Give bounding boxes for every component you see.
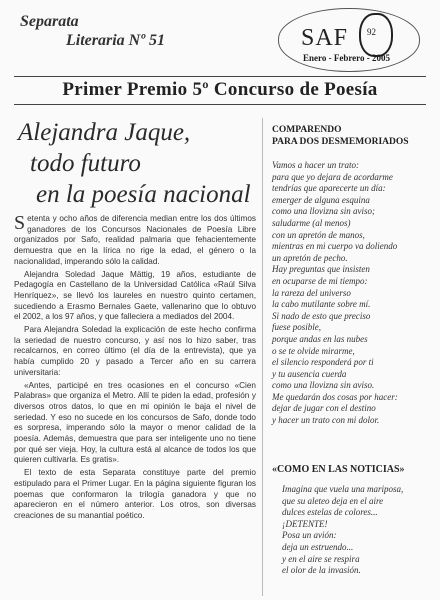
logo-o-ring	[359, 13, 393, 57]
bottom-rule	[14, 104, 426, 105]
logo-number: 92	[367, 27, 376, 37]
poem-line: Me quedarán dos cosas por hacer:	[272, 391, 398, 402]
poem-line: como una llovizna sin aviso.	[272, 380, 375, 391]
headline	[18, 117, 258, 210]
poem-line: y hacer un trato con mi dolor.	[272, 415, 380, 426]
poem-line: Hay preguntas que insisten	[272, 264, 370, 275]
poem-line: con un apretón de manos,	[272, 229, 365, 240]
poem-line: saludarme (al menos)	[272, 217, 351, 228]
poem-line: tendrías que aparecerte un día:	[272, 183, 386, 194]
poem-line: un apretón de pecho.	[272, 252, 348, 263]
column-divider	[262, 118, 263, 596]
safo-logo	[278, 8, 420, 72]
poem2-title: «COMO EN LAS NOTICIAS»	[272, 464, 405, 475]
poem-line: el silencio responderá por ti	[272, 357, 374, 368]
poem-line: Posa un avión:	[282, 530, 337, 541]
drop-cap: S	[14, 212, 26, 234]
poem-line: la cabo mutilante sobre mí.	[272, 299, 371, 310]
poem-line: como una llovizna sin aviso;	[272, 206, 375, 217]
poem-line: y en el aire se respira	[282, 553, 360, 564]
poem-line: en ocuparse de mi tiempo:	[272, 275, 368, 286]
logo-date: Enero - Febrero - 2005	[303, 53, 390, 63]
poem1	[272, 160, 436, 427]
separata-line2: Literaria Nº 51	[66, 32, 166, 49]
poem-line: emerger de alguna esquina	[272, 194, 370, 205]
article-paragraph: El texto de esta Separata constituye parte del premio estipulado para el Primer Lugar. En la página siguiente figuran los poemas que conformaron la trilogía ganadora y que no aparecieron en el número anterior. Los otros, son diversas creaciones de su manantial poético.	[14, 468, 256, 520]
poem-line: dulces estelas de colores...	[282, 507, 378, 518]
article-paragraph: Para Alejandra Soledad la explicación de este hecho confirma la seriedad de nuestro concurso, y así nos lo hizo saber, tras recalcarnos, en correo último (el día de la entrevista), que ya había cumplido 20 y pasado a Tercer año en su carrera universitaria:	[14, 325, 256, 377]
article-paragraph: Setenta y ocho años de diferencia median entre los dos últimos ganadores de los Concursos Nacionales de Poesía Libre organizados por Safo, realidad palmaria que fehacientemente demuestra que en la lírica no rige la edad, el género o la nacionalidad, imperando sólo la calidad.	[14, 212, 256, 266]
poem-line: porque andas en las nubes	[272, 333, 368, 344]
poem-line: para que yo dejara de acordarme	[272, 171, 393, 182]
separata-heading	[20, 12, 165, 50]
poem-line: y tu ausencia cuerda	[272, 368, 347, 379]
poem-line: dejar de jugar con el destino	[272, 403, 376, 414]
top-rule	[14, 76, 426, 77]
separata-line1: Separata	[20, 13, 79, 30]
poem-line: que su aleteo deja en el aire	[282, 495, 384, 506]
poem-line: fuese posible,	[272, 322, 321, 333]
poem-line: Imagina que vuela una mariposa,	[282, 484, 404, 494]
headline-line3: en la poesía nacional	[36, 181, 251, 208]
poem-line: ¡DETENTE!	[282, 518, 328, 529]
article-paragraph: «Antes, participé en tres ocasiones en el concurso «Cien Palabras» que organiza el Metro. Allí te piden la edad, profesión y diversos otros datos, lo que en mi opinión le baja el nivel de seriedad. Y eso no sucede en los concursos de Safo, donde todo es sorpresa, imperando sólo la mayor o menor calidad de la poesía. Además, demuestra que para ser inteligente uno no tiene por qué ser vieja. Hoy, la cultura está al alcance de todos los que quieren cultivarla. Es gratis».	[14, 380, 256, 465]
poem-line: Si nado de esto que preciso	[272, 310, 371, 321]
article-body	[14, 214, 256, 524]
banner-title: Primer Premio 5º Concurso de Poesía	[62, 79, 378, 100]
poem-line: deja un estruendo...	[282, 541, 354, 552]
poem-line: mientras en mi cuerpo va doliendo	[272, 241, 398, 252]
logo-name: SAF	[301, 25, 349, 51]
article-paragraph: Alejandra Soledad Jaque Mättig, 19 años, estudiante de Pedagogía en Castellano de la Universidad Católica «Raúl Silva Henríquez», se llevó los laureles en nuestro quinto certamen, sucediendo a Erasmo Bernales Gaete, vallenarino que lo obtuvo el 2002, a los 97 años, y que falleciera a mediados del 2004.	[14, 269, 256, 322]
headline-line2: todo futuro	[30, 150, 141, 177]
poem-line: la rareza del universo	[272, 287, 351, 298]
headline-line1: Alejandra Jaque,	[18, 119, 191, 146]
poem-line: el olor de la invasión.	[282, 565, 361, 576]
poem-line: o se te olvide mirarme,	[272, 345, 355, 356]
poem1-title: COMPARENDO PARA DOS DESMEMORIADOS	[272, 125, 409, 147]
poem2	[272, 484, 440, 577]
poem-line: Vamos a hacer un trato:	[272, 160, 359, 170]
